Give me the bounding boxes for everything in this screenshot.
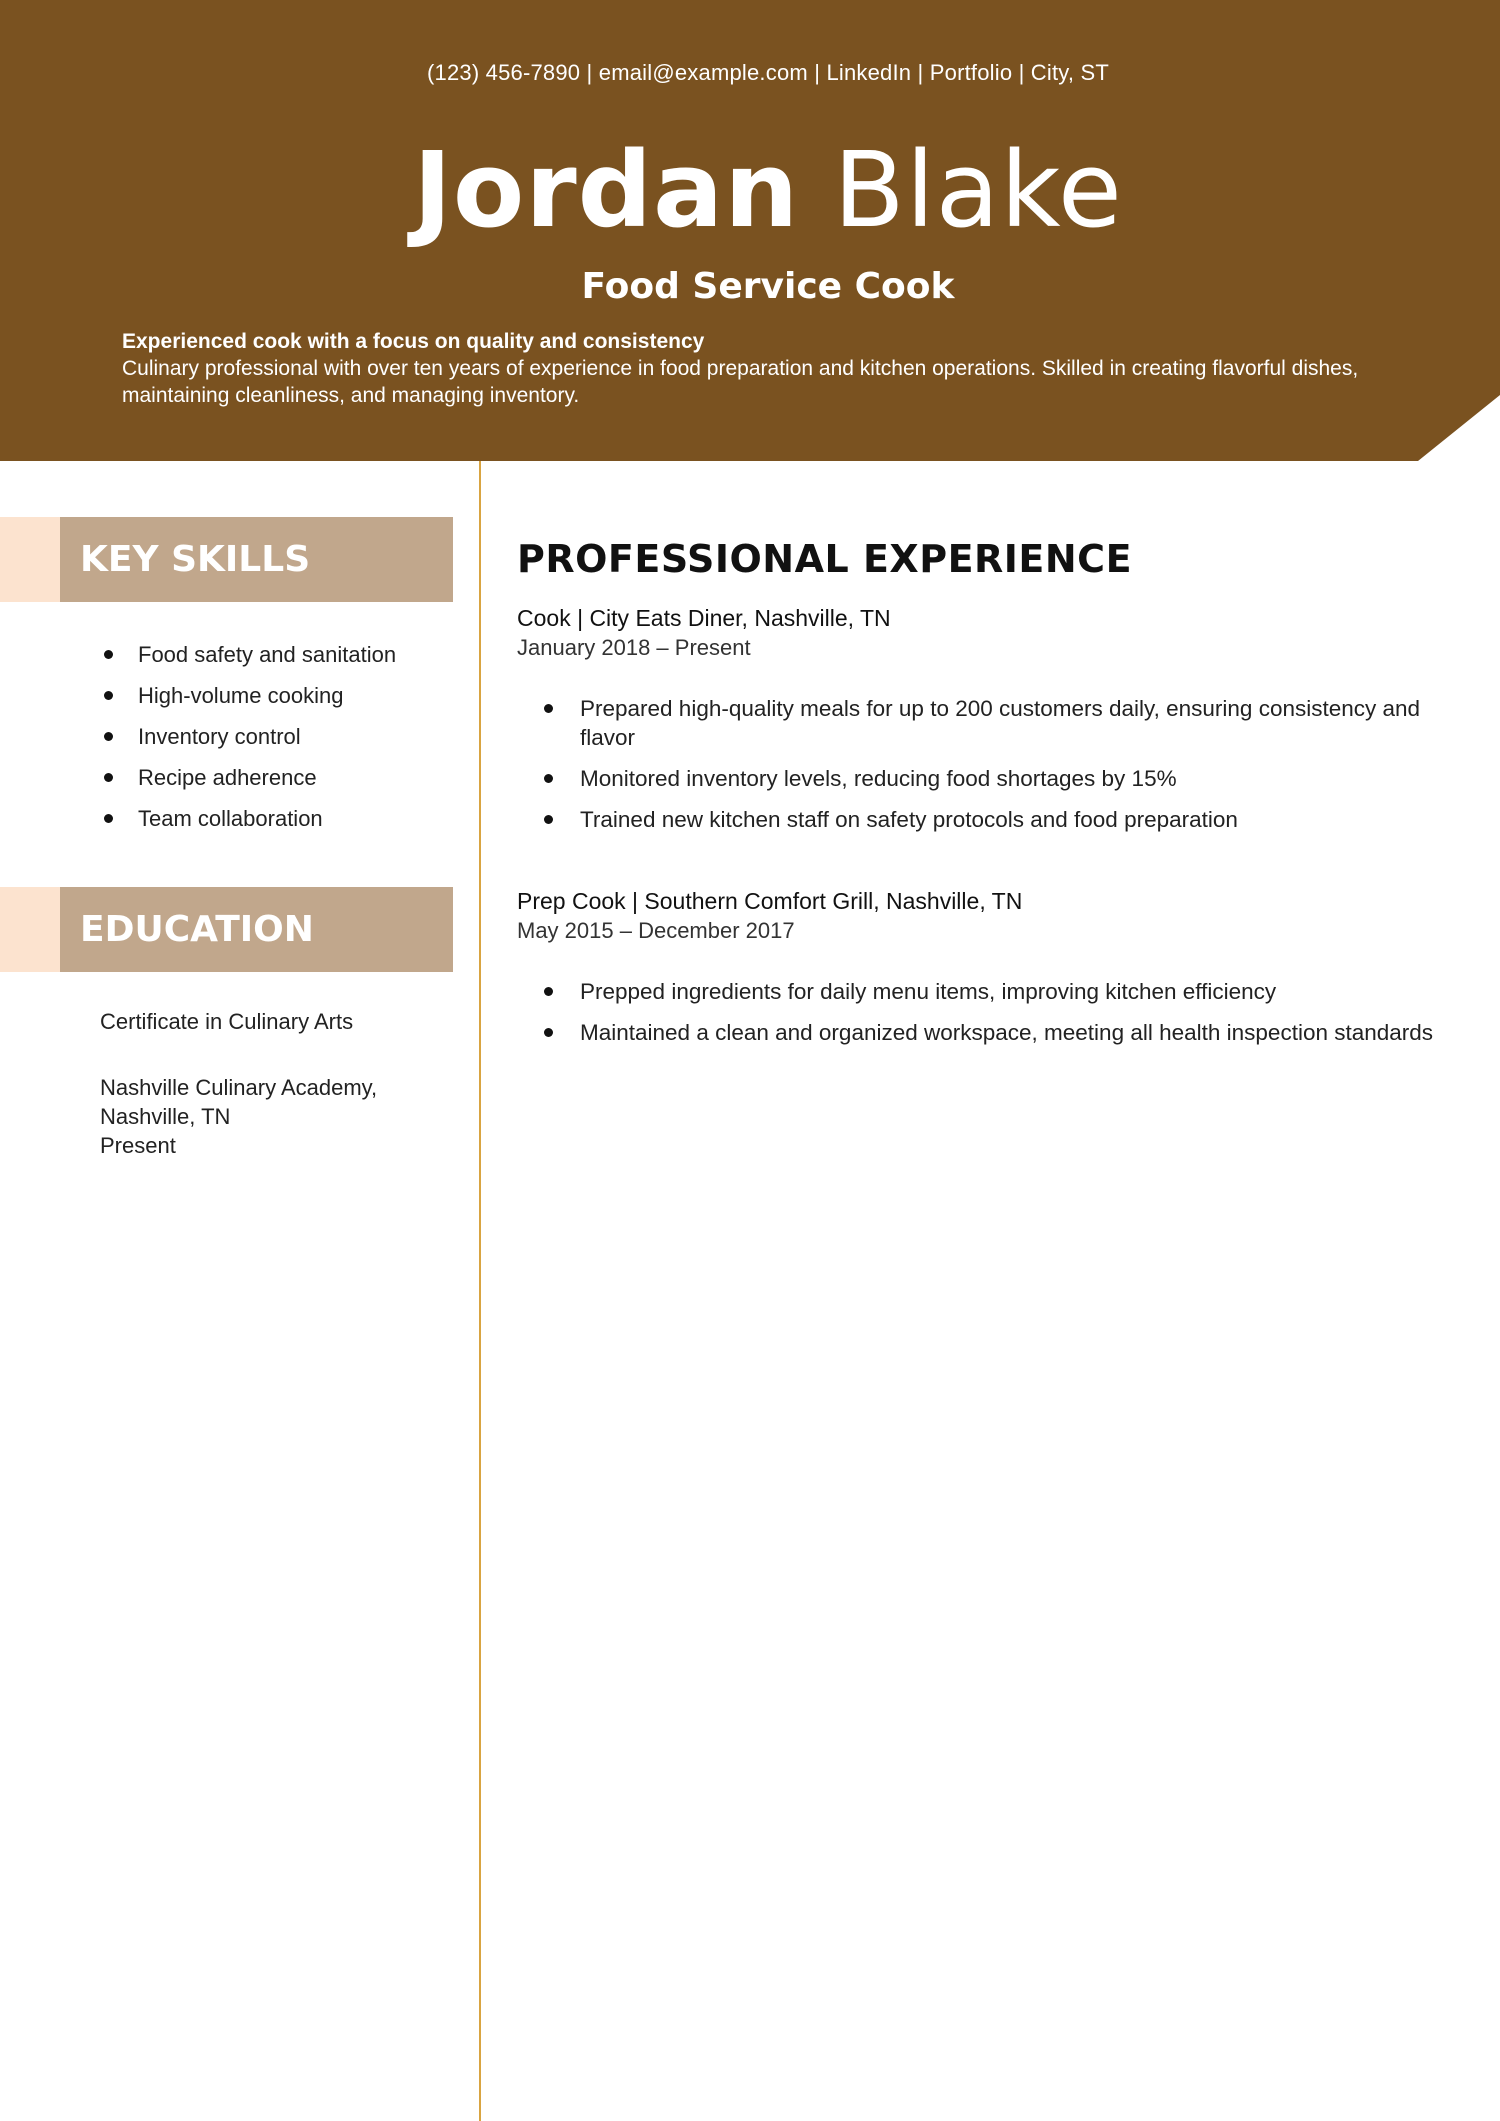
experience-heading: PROFESSIONAL EXPERIENCE <box>517 537 1133 581</box>
education-location: Nashville, TN <box>100 1104 231 1129</box>
education-degree: Certificate in Culinary Arts <box>100 1009 354 1034</box>
job-bullets <box>517 694 1467 846</box>
education-date: Present <box>100 1133 176 1158</box>
summary-text: Culinary professional with over ten years of experience in food preparation and kitchen operations. Skilled in creating flavorful dishes, maintaining cleanliness, and managing inventory. <box>122 357 1359 407</box>
education-accent-tab <box>0 887 60 972</box>
job-dates: May 2015 – December 2017 <box>517 918 795 943</box>
first-name: Jordan <box>413 129 800 251</box>
skills-accent-tab <box>0 517 60 602</box>
last-name: Blake <box>833 129 1123 251</box>
job-bullet: Maintained a clean and organized workspace, meeting all health inspection standards <box>517 1018 1467 1047</box>
job-title-line: Prep Cook | Southern Comfort Grill, Nashville, TN <box>517 888 1023 914</box>
column-divider <box>479 461 481 2121</box>
contact-info: (123) 456-7890 | email@example.com | LinkedIn | Portfolio | City, ST <box>426 60 1109 85</box>
job-title-line: Cook | City Eats Diner, Nashville, TN <box>517 605 891 631</box>
education-heading: EDUCATION <box>80 909 314 950</box>
resume-header <box>0 0 1500 461</box>
skills-heading: KEY SKILLS <box>80 539 311 580</box>
skills-list <box>100 634 396 839</box>
skill-item: Food safety and sanitation <box>100 634 396 675</box>
job-bullet: Prepped ingredients for daily menu items, improving kitchen efficiency <box>517 977 1467 1006</box>
skill-item: Recipe adherence <box>100 757 396 798</box>
skill-item: Inventory control <box>100 716 396 757</box>
summary <box>122 328 1382 409</box>
job-title: Food Service Cook <box>581 266 955 307</box>
candidate-name <box>0 128 1500 253</box>
job-bullets <box>517 977 1467 1059</box>
job-bullet: Monitored inventory levels, reducing food shortages by 15% <box>517 764 1467 793</box>
skill-item: High-volume cooking <box>100 675 396 716</box>
skill-item: Team collaboration <box>100 798 396 839</box>
education-school: Nashville Culinary Academy, <box>100 1075 378 1100</box>
education-school-block <box>100 1073 460 1160</box>
summary-heading: Experienced cook with a focus on quality and consistency <box>122 330 705 353</box>
job-bullet: Prepared high-quality meals for up to 200 customers daily, ensuring consistency and flavor <box>517 694 1467 752</box>
job-entry <box>517 604 1467 832</box>
job-dates: January 2018 – Present <box>517 635 751 660</box>
job-entry <box>517 887 1467 1045</box>
job-bullet: Trained new kitchen staff on safety protocols and food preparation <box>517 805 1467 834</box>
